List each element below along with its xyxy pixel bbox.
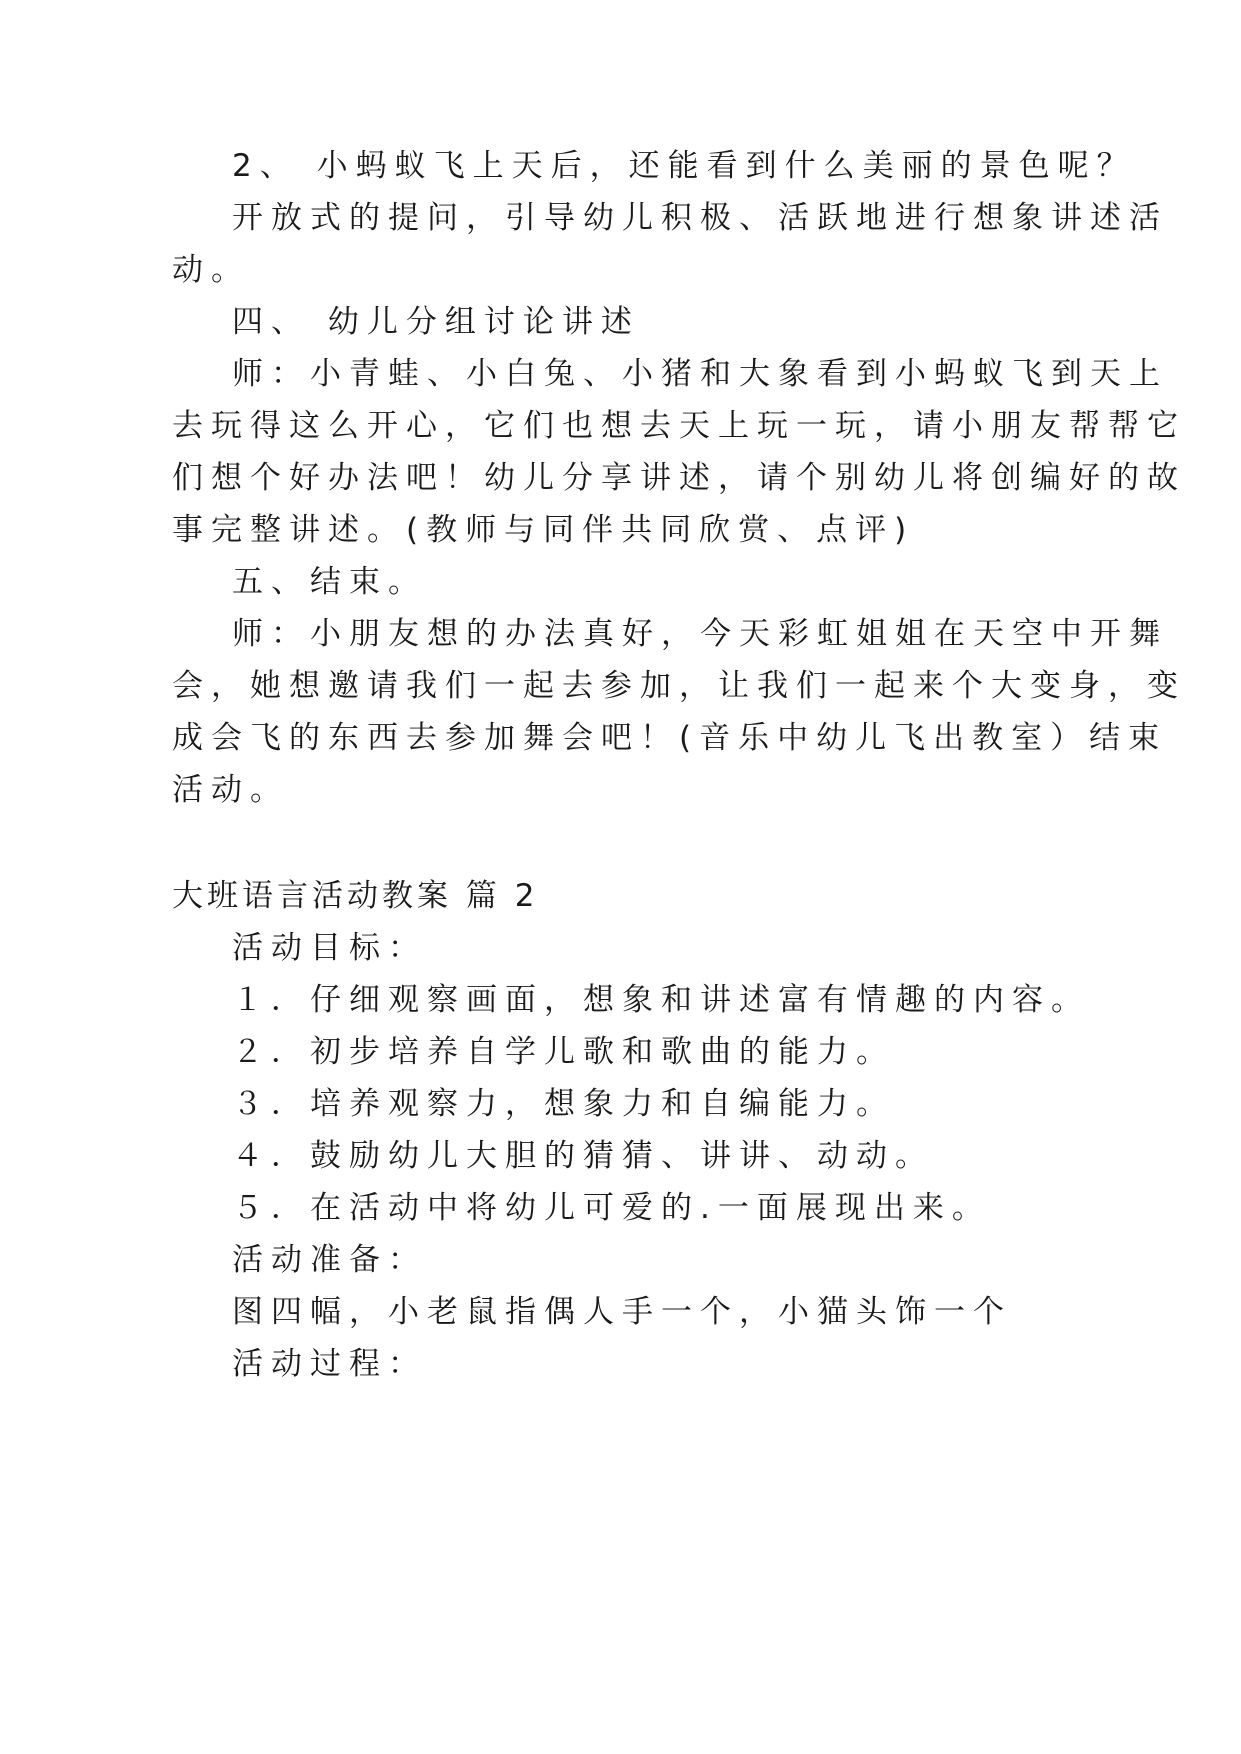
question-2: 2、 小蚂蚁飞上天后，还能看到什么美丽的景色呢？ — [232, 148, 1136, 184]
goal-item: ２．初步培养自学儿歌和歌曲的能力。 — [232, 1034, 895, 1070]
step-5-paragraph-line-1: 师：小朋友想的办法真好，今天彩虹姐姐在天空中开舞 — [232, 616, 1168, 652]
step-4-paragraph-line-1: 师：小青蛙、小白兔、小猪和大象看到小蚂蚁飞到天上 — [232, 356, 1168, 392]
step-5-paragraph-line-4: 活动。 — [172, 772, 289, 808]
step-5-paragraph-line-2: 会，她想邀请我们一起去参加，让我们一起来个大变身，变 — [172, 668, 1186, 704]
step-5-paragraph-line-3: 成会飞的东西去参加舞会吧！(音乐中幼儿飞出教室）结束 — [172, 720, 1168, 756]
goals-heading: 活动目标： — [232, 930, 427, 966]
step-4-paragraph-line-3: 们想个好办法吧！幼儿分享讲述，请个别幼儿将创编好的故 — [172, 460, 1186, 496]
goal-item: ３．培养观察力，想象力和自编能力。 — [232, 1086, 895, 1122]
step-4-heading: 四、 幼儿分组讨论讲述 — [232, 304, 640, 340]
step-4-paragraph-line-4: 事完整讲述。(教师与同伴共同欣赏、点评) — [172, 512, 915, 548]
question-2-note-line-1: 开放式的提问，引导幼儿积极、活跃地进行想象讲述活 — [232, 200, 1168, 236]
preparation-heading: 活动准备： — [232, 1242, 427, 1278]
step-5-heading: 五、结束。 — [232, 564, 427, 600]
goal-item: １．仔细观察画面，想象和讲述富有情趣的内容。 — [232, 982, 1090, 1018]
goal-item: ４．鼓励幼儿大胆的猜猜、讲讲、动动。 — [232, 1138, 934, 1174]
preparation-text: 图四幅，小老鼠指偶人手一个，小猫头饰一个 — [232, 1294, 1012, 1330]
process-heading: 活动过程： — [232, 1346, 427, 1382]
step-4-paragraph-line-2: 去玩得这么开心，它们也想去天上玩一玩，请小朋友帮帮它 — [172, 408, 1186, 444]
section-title: 大班语言活动教案 篇 2 — [172, 878, 539, 914]
goal-item: ５．在活动中将幼儿可爱的.一面展现出来。 — [232, 1190, 991, 1226]
question-2-note-line-2: 动。 — [172, 252, 250, 288]
